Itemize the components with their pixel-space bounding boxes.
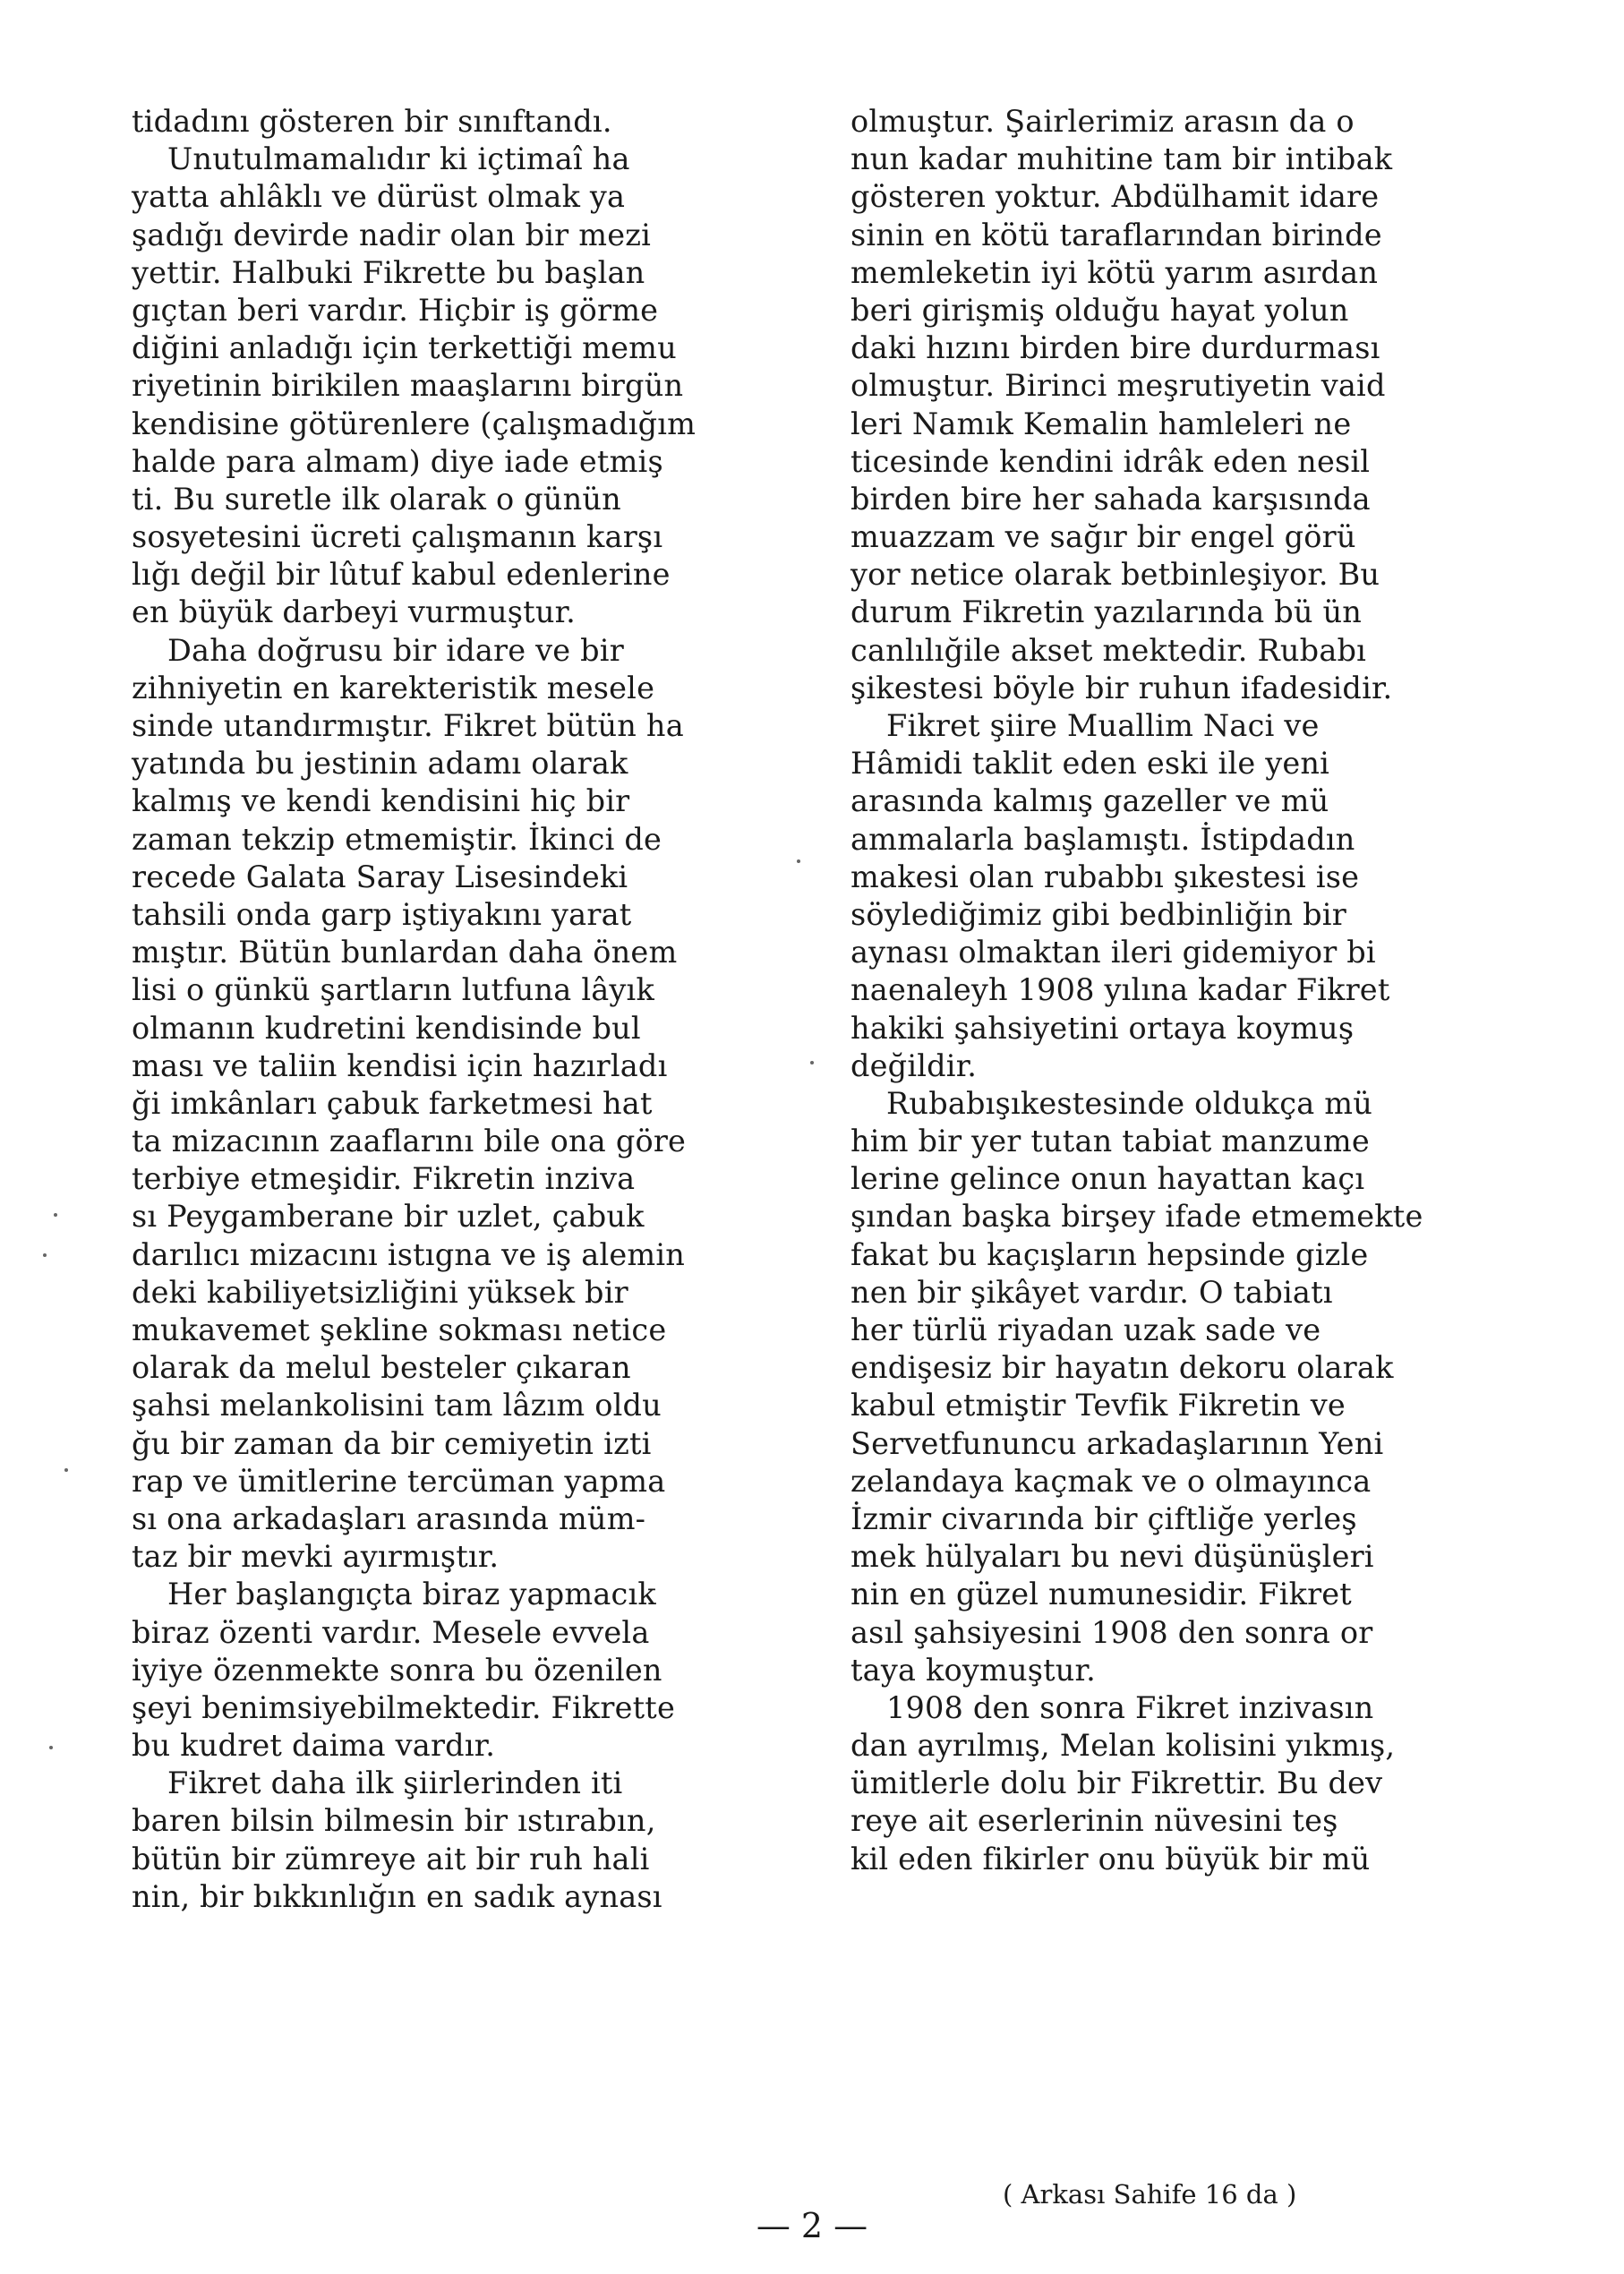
right-text-column [850, 103, 1491, 1878]
text-line: mıştır. Bütün bunlardan daha önem [132, 935, 678, 970]
text-line: en büyük darbeyi vurmuştur. [132, 594, 576, 630]
text-line: olmanın kudretini kendisinde bul [132, 1010, 641, 1046]
text-line: sı ona arkadaşları arasında müm- [132, 1500, 646, 1536]
text-line: olarak da melul besteler çıkaran [132, 1350, 631, 1386]
text-line: ümitlerle dolu bir Fikrettir. Bu dev [850, 1765, 1383, 1801]
text-line: ti. Bu suretle ilk olarak o günün [132, 481, 621, 517]
print-speck [797, 859, 800, 863]
text-line: durum Fikretin yazılarında bü ün [850, 594, 1363, 630]
text-line: halde para almam) diye iade etmiş [132, 443, 663, 479]
text-line: terbiye etmeşidir. Fikretin inziva [132, 1161, 636, 1197]
text-line: sı Peygamberane bir uzlet, çabuk [132, 1199, 645, 1235]
text-line: şeyi benimsiyebilmektedir. Fikrette [132, 1689, 675, 1725]
text-line: Hâmidi taklit eden eski ile yeni [850, 746, 1330, 782]
text-line: nin en güzel numunesidir. Fikret [850, 1577, 1352, 1612]
text-line: zaman tekzip etmemiştir. İkinci de [132, 821, 662, 857]
text-line: Servetfununcu arkadaşlarının Yeni [850, 1425, 1384, 1461]
text-line: 1908 den sonra Fikret inzivasın [886, 1689, 1374, 1725]
text-line: asıl şahsiyesini 1908 den sonra or [850, 1614, 1373, 1650]
text-line: sinin en kötü taraflarından birinde [850, 217, 1382, 252]
text-line: taz bir mevki ayırmıştır. [132, 1539, 500, 1575]
text-line: Unutulmamalıdır ki içtimaî ha [167, 141, 630, 177]
text-line: tidadını gösteren bir sınıftandı. [132, 104, 612, 139]
text-line: zelandaya kaçmak ve o olmayınca [850, 1463, 1372, 1499]
print-speck [64, 1468, 68, 1472]
text-line: kalmış ve kendi kendisini hiç bir [132, 783, 630, 819]
text-line: yor netice olarak betbinleşiyor. Bu [850, 557, 1380, 593]
text-line: biraz özenti vardır. Mesele evvela [132, 1614, 650, 1650]
text-line: söylediğimiz gibi bedbinliğin bir [850, 896, 1346, 932]
text-line: nin, bir bıkkınlığın en sadık aynası [132, 1878, 662, 1914]
print-speck [43, 1253, 47, 1257]
text-line: fakat bu kaçışların hepsinde gizle [850, 1236, 1369, 1272]
text-line: birden bire her sahada karşısında [850, 481, 1371, 517]
page-number: — 2 — [756, 2206, 868, 2245]
text-line: şadığı devirde nadir olan bir mezi [132, 217, 651, 252]
continuation-note: ( Arkası Sahife 16 da ) [1003, 2179, 1297, 2210]
text-line: iyiye özenmekte sonra bu özenilen [132, 1652, 662, 1688]
text-line: olmuştur. Şairlerimiz arasın da o [850, 104, 1355, 139]
text-line: ta mizacının zaaflarını bile ona göre [132, 1124, 687, 1159]
text-line: muazzam ve sağır bir engel görü [850, 519, 1356, 555]
text-line: riyetinin birikilen maaşlarını birgün [132, 368, 684, 404]
text-line: hakiki şahsiyetini ortaya koymuş [850, 1010, 1355, 1046]
text-line: lisi o günkü şartların lutfuna lâyık [132, 972, 654, 1008]
text-line: şahsi melankolisini tam lâzım oldu [132, 1388, 662, 1423]
text-line: gıçtan beri vardır. Hiçbir iş görme [132, 292, 659, 328]
text-line: tahsili onda garp iştiyakını yarat [132, 896, 632, 932]
text-line: reye ait eserlerinin nüvesini teş [850, 1803, 1338, 1839]
text-line: yatta ahlâklı ve dürüst olmak ya [132, 179, 626, 215]
text-line: daki hızını birden bire durdurması [850, 330, 1380, 366]
text-line: ticesinde kendini idrâk eden nesil [850, 443, 1371, 479]
text-line: darılıcı mizacını istıgna ve iş alemin [132, 1236, 686, 1272]
text-line: kendisine götürenlere (çalışmadığım [132, 406, 697, 441]
text-line: kil eden fikirler onu büyük bir mü [850, 1841, 1371, 1876]
text-line: bu kudret daima vardır. [132, 1728, 496, 1764]
text-line: beri girişmiş olduğu hayat yolun [850, 292, 1349, 328]
left-text-column [132, 103, 799, 1916]
print-speck [810, 1061, 814, 1064]
text-line: bütün bir zümreye ait bir ruh hali [132, 1841, 650, 1876]
text-line: rap ve ümitlerine tercüman yapma [132, 1463, 666, 1499]
text-line: arasında kalmış gazeller ve mü [850, 783, 1329, 819]
text-line: ği imkânları çabuk farketmesi hat [132, 1085, 653, 1121]
text-line: değildir. [850, 1047, 978, 1083]
text-line: Fikret şiire Muallim Naci ve [886, 708, 1320, 743]
text-line: deki kabiliyetsizliğini yüksek bir [132, 1274, 628, 1310]
text-line: şikestesi böyle bir ruhun ifadesidir. [850, 670, 1393, 705]
text-line: yettir. Halbuki Fikrette bu başlan [132, 254, 645, 290]
text-line: şından başka birşey ifade etmemekte [850, 1199, 1423, 1235]
text-line: baren bilsin bilmesin bir ıstırabın, [132, 1803, 656, 1839]
text-line: olmuştur. Birinci meşrutiyetin vaid [850, 368, 1386, 404]
text-line: diğini anladığı için terkettiği memu [132, 330, 677, 366]
text-line: leri Namık Kemalin hamleleri ne [850, 406, 1352, 441]
text-line: ammalarla başlamıştı. İstipdadın [850, 821, 1355, 857]
text-line: Daha doğrusu bir idare ve bir [167, 632, 624, 668]
text-line: nun kadar muhitine tam bir intibak [850, 141, 1393, 177]
text-line: endişesiz bir hayatın dekoru olarak [850, 1350, 1394, 1386]
text-line: memleketin iyi kötü yarım asırdan [850, 254, 1379, 290]
text-line: Fikret daha ilk şiirlerinden iti [167, 1765, 623, 1801]
text-line: ması ve taliin kendisi için hazırladı [132, 1047, 668, 1083]
text-line: sosyetesini ücreti çalışmanın karşı [132, 519, 663, 555]
text-line: İzmir civarında bir çiftliğe yerleş [850, 1500, 1357, 1536]
text-line: lerine gelince onun hayattan kaçı [850, 1161, 1365, 1197]
text-line: sinde utandırmıştır. Fikret bütün ha [132, 708, 684, 743]
text-line: naenaleyh 1908 yılına kadar Fikret [850, 972, 1390, 1008]
text-line: zihniyetin en karekteristik mesele [132, 670, 655, 705]
text-line: aynası olmaktan ileri gidemiyor bi [850, 935, 1376, 970]
text-line: yatında bu jestinin adamı olarak [132, 746, 628, 782]
text-line: mek hülyaları bu nevi düşünüşleri [850, 1539, 1374, 1575]
text-line: Her başlangıçta biraz yapmacık [167, 1577, 656, 1612]
text-line: ğu bir zaman da bir cemiyetin izti [132, 1425, 652, 1461]
text-line: gösteren yoktur. Abdülhamit idare [850, 179, 1380, 215]
text-line: makesi olan rubabbı şıkestesi ise [850, 859, 1360, 894]
text-line: nen bir şikâyet vardır. O tabiatı [850, 1274, 1333, 1310]
text-line: her türlü riyadan uzak sade ve [850, 1312, 1321, 1347]
text-line: Rubabışıkestesinde oldukça mü [886, 1085, 1373, 1121]
text-line: him bir yer tutan tabiat manzume [850, 1124, 1370, 1159]
text-line: kabul etmiştir Tevfik Fikretin ve [850, 1388, 1346, 1423]
text-line: taya koymuştur. [850, 1652, 1096, 1688]
text-line: mukavemet şekline sokması netice [132, 1312, 667, 1347]
print-speck [54, 1213, 57, 1217]
text-line: canlılığile akset mektedir. Rubabı [850, 632, 1367, 668]
text-line: recede Galata Saray Lisesindeki [132, 859, 628, 894]
text-line: dan ayrılmış, Melan kolisini yıkmış, [850, 1728, 1396, 1764]
text-line: lığı değil bir lûtuf kabul edenlerine [132, 557, 671, 593]
print-speck [49, 1746, 53, 1749]
